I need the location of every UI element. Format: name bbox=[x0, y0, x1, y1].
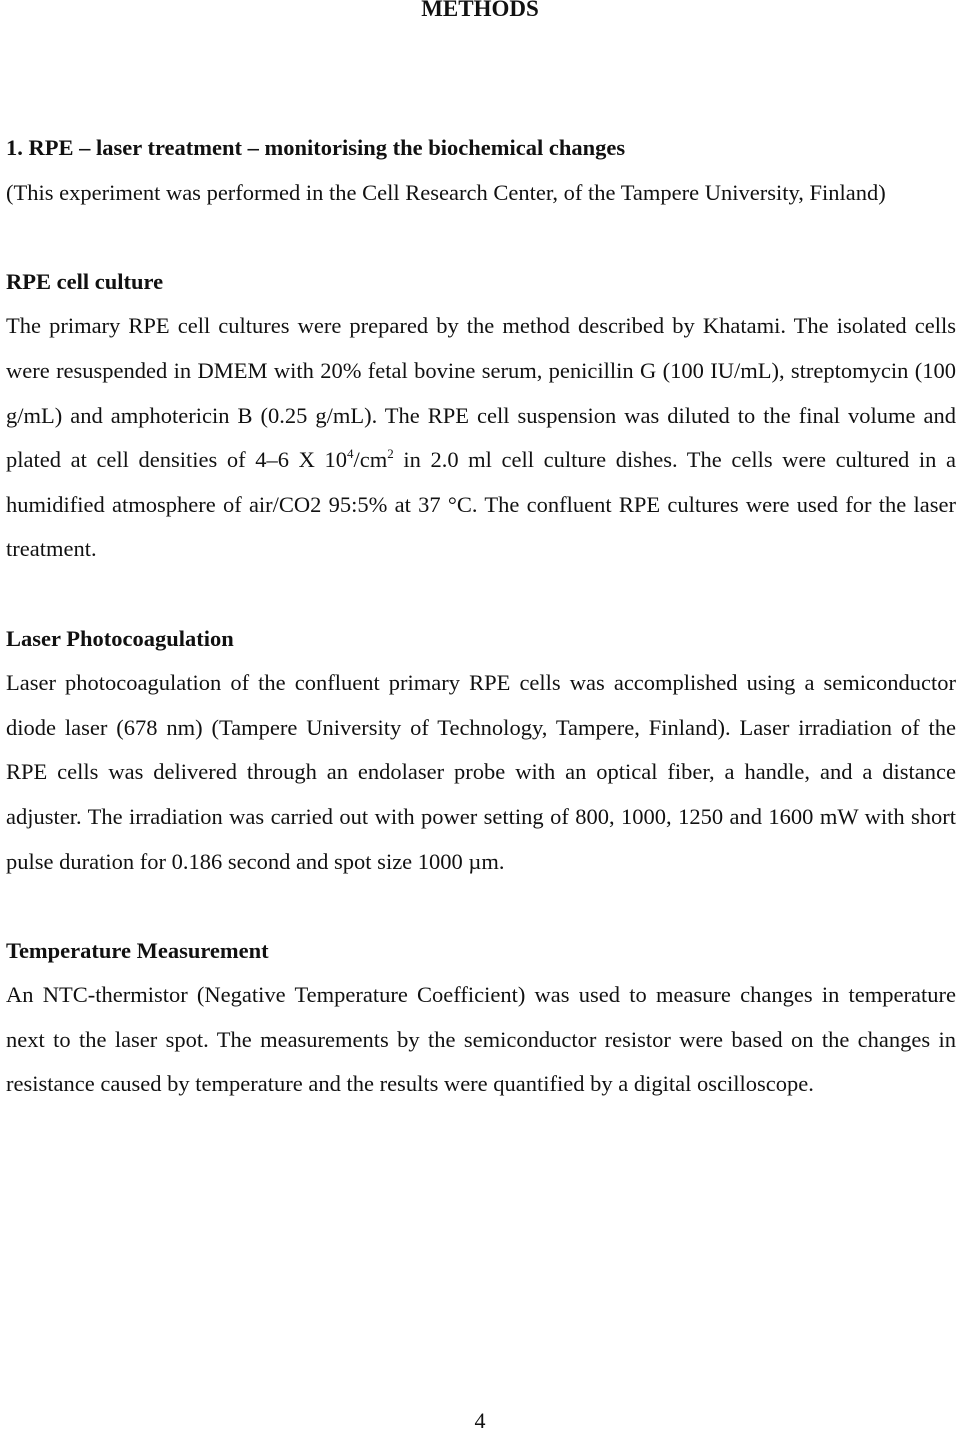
paragraph-spacer bbox=[6, 884, 956, 929]
superscript-area-unit: 2 bbox=[387, 446, 394, 462]
rpe-cell-culture-text-part2: /cm bbox=[353, 447, 388, 473]
superscript-exponent: 4 bbox=[346, 446, 354, 462]
page-title: METHODS bbox=[421, 0, 539, 21]
subsection-heading-laser-photocoagulation: Laser Photocoagulation bbox=[6, 625, 234, 651]
subsection-temperature-measurement bbox=[6, 929, 956, 1107]
paragraph-spacer bbox=[6, 572, 956, 617]
subsection-laser-photocoagulation bbox=[6, 617, 956, 885]
paragraph-laser-photocoagulation: Laser photocoagulation of the confluent primary RPE cells was accomplished using a semiconductor diode laser (678 nm) (Tampere University of Technology, Tampere, Finland). Laser irradiation of the RPE cells was delivered through an endolaser probe with an optical fiber, a handle, and a distance adjuster. The irradiation was carried out with power setting of 800, 1000, 1250 and 1600 mW with short pulse duration for 0.186 second and spot size 1000 µm. bbox=[6, 670, 956, 874]
methods-content bbox=[6, 126, 956, 1107]
section-rpe-laser-treatment bbox=[6, 126, 956, 215]
paragraph-spacer bbox=[6, 215, 956, 260]
subsection-heading-rpe-cell-culture: RPE cell culture bbox=[6, 268, 164, 294]
paragraph-rpe-cell-culture bbox=[6, 304, 956, 572]
section-heading-rpe-laser-treatment: 1. RPE – laser treatment – monitorising the biochemical changes bbox=[6, 135, 626, 160]
paragraph-temperature-measurement: An NTC-thermistor (Negative Temperature Coefficient) was used to measure changes in temperature next to the laser spot. The measurements by the semiconductor resistor were based on the changes in resistance caused by temperature and the results were quantified by a digital oscilloscope. bbox=[6, 982, 956, 1097]
subsection-rpe-cell-culture bbox=[6, 260, 956, 572]
rpe-cell-culture-text-part3: in 2.0 ml cell culture dishes. The cells were cultured in a humidified atmosphere of air/CO2 95:5% at 37 °C. The confluent RPE cultures were used for the laser treatment. bbox=[6, 447, 956, 562]
page-number: 4 bbox=[474, 1408, 486, 1433]
subsection-heading-temperature-measurement: Temperature Measurement bbox=[6, 937, 269, 963]
section-note-experiment-location: (This experiment was performed in the Cell Research Center, of the Tampere University, Finland) bbox=[6, 179, 886, 205]
rpe-cell-culture-text-part1: The primary RPE cell cultures were prepared by the method described by Khatami. The isolated cells were resuspended in DMEM with 20% fetal bovine serum, penicillin G (100 IU/mL), streptomycin (100 g/mL) and amphotericin B (0.25 g/mL). The RPE cell suspension was diluted to the final volume and plated at cell densities of 4–6 X 10 bbox=[6, 313, 956, 473]
